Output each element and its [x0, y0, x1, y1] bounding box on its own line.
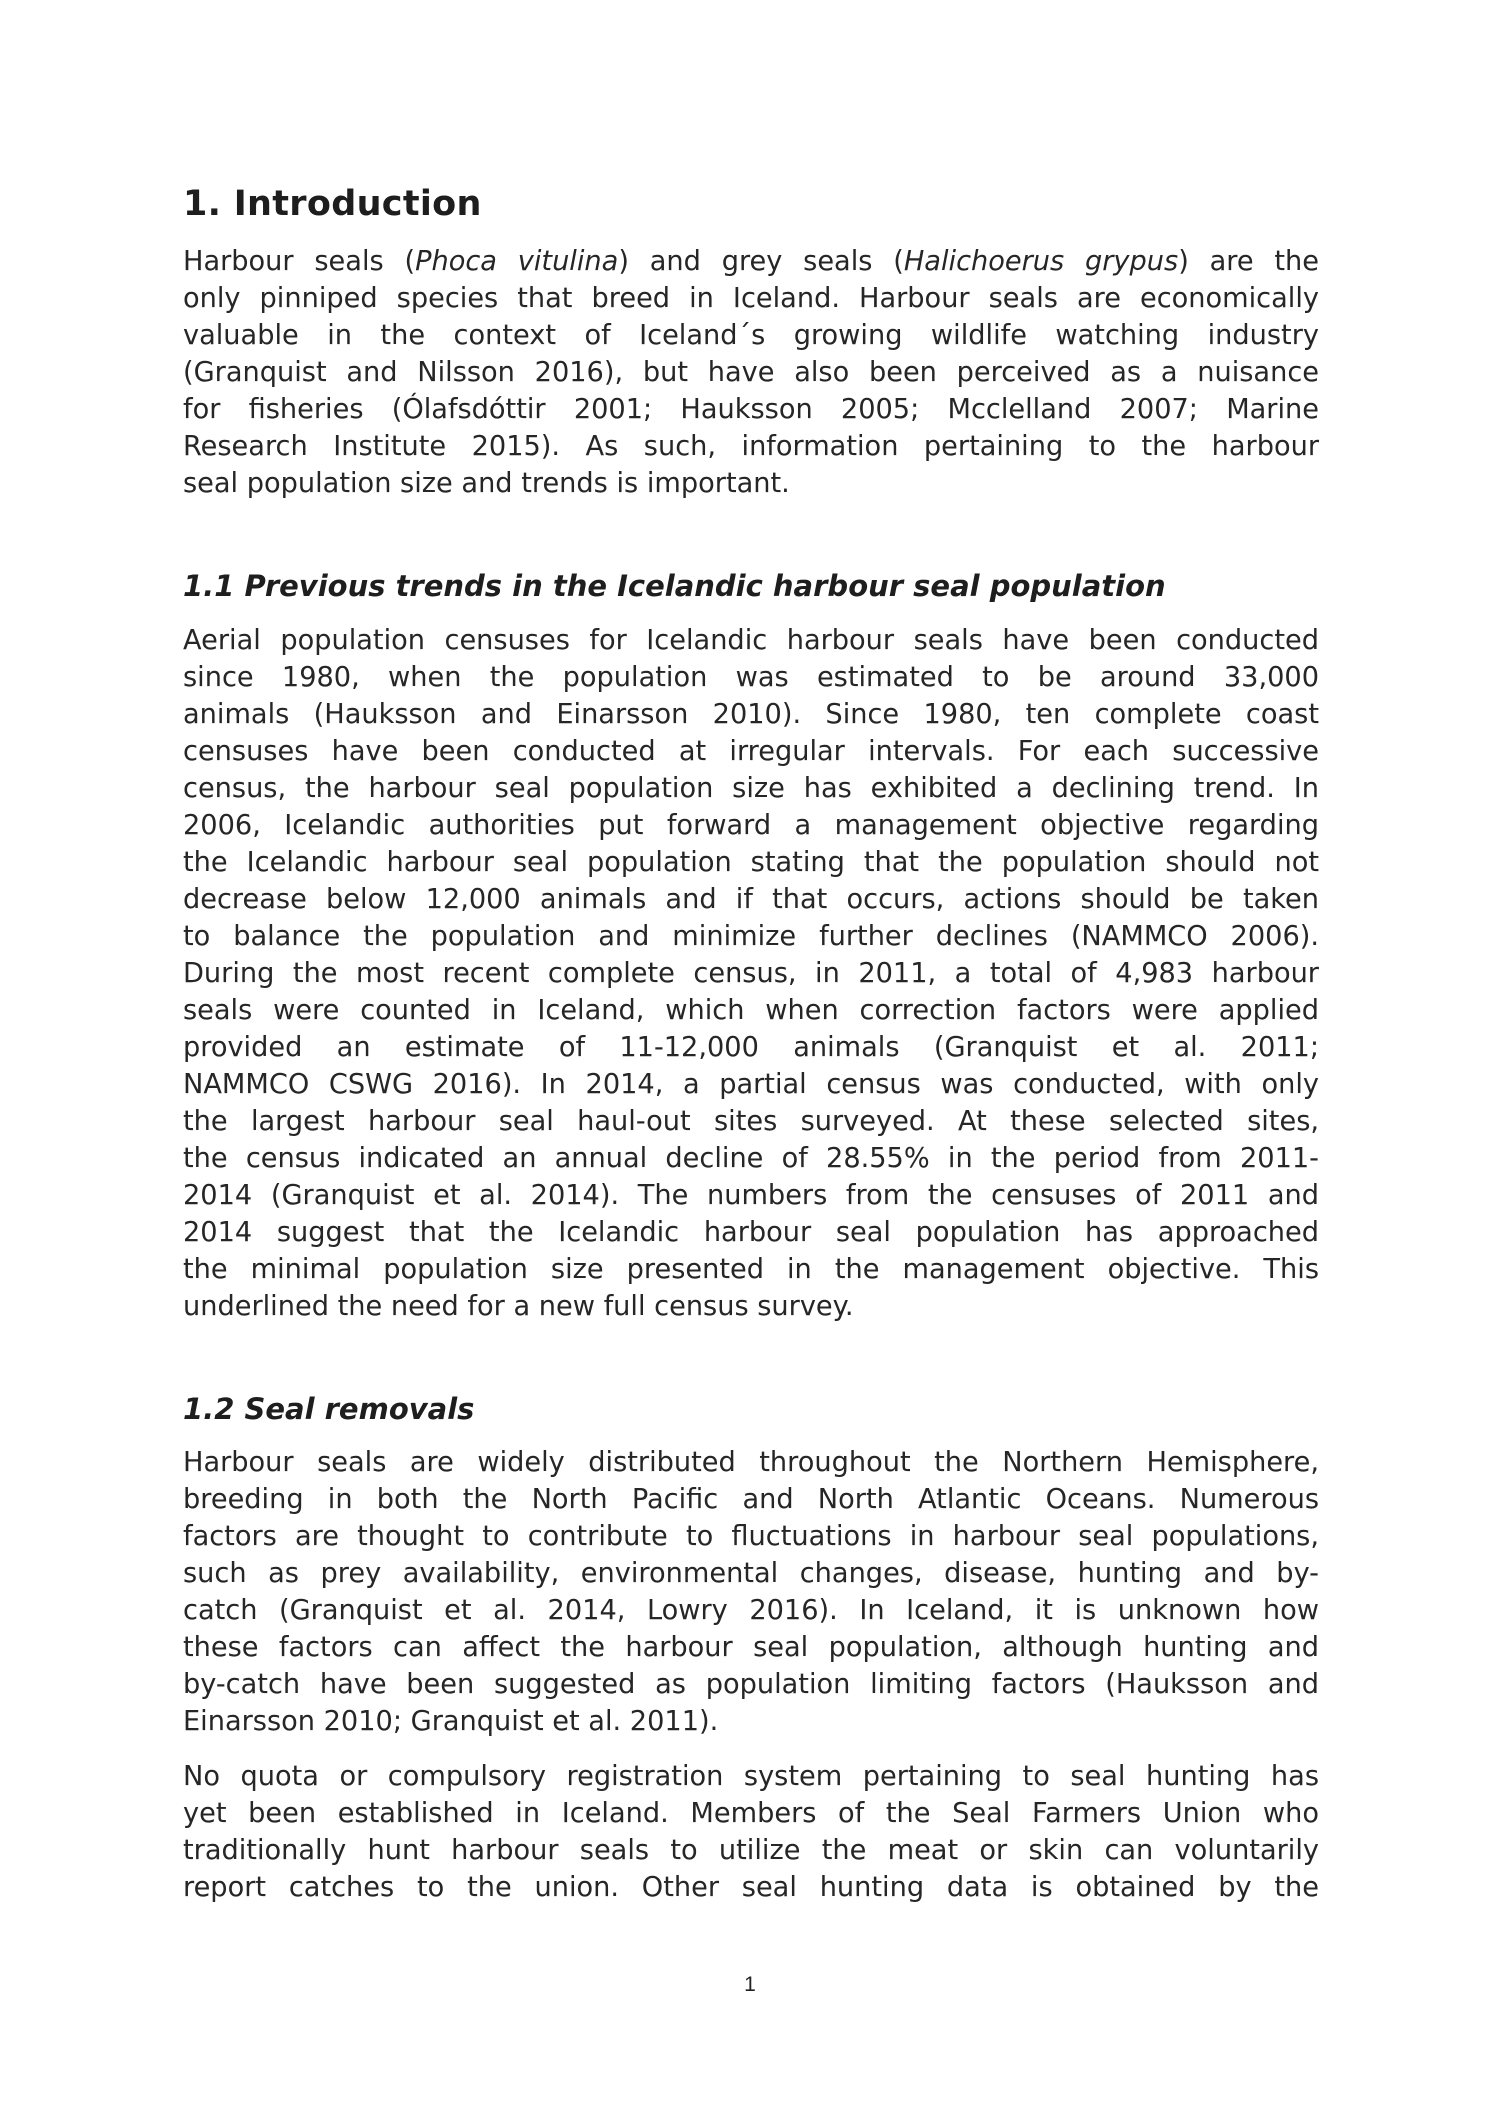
- seal-removals-paragraph-2: [183, 1758, 1319, 1906]
- text-line: animals (Hauksson and Einarsson 2010). Since 1980, ten complete coast: [183, 699, 1319, 730]
- text-line: the census indicated an annual decline of 28.55% in the period from 2011-: [183, 1143, 1319, 1174]
- text-line: traditionally hunt harbour seals to utilize the meat or skin can voluntarily: [183, 1835, 1319, 1866]
- text-line: census, the harbour seal population size has exhibited a declining trend. In: [183, 773, 1319, 804]
- species-name-phoca-vitulina: Phoca vitulina: [415, 246, 619, 277]
- page-number: 1: [744, 1973, 756, 1996]
- section-heading-previous-trends: 1.1 Previous trends in the Icelandic harbour seal population: [183, 569, 1166, 603]
- intro-paragraph: [183, 243, 1319, 502]
- text-line: catch (Granquist et al. 2014, Lowry 2016). In Iceland, it is unknown how: [183, 1595, 1319, 1626]
- text-line: provided an estimate of 11-12,000 animals (Granquist et al. 2011;: [183, 1032, 1319, 1063]
- text-line: underlined the need for a new full census survey.: [183, 1291, 854, 1322]
- text-line: valuable in the context of Iceland´s growing wildlife watching industry: [183, 320, 1319, 351]
- text-line: breeding in both the North Pacific and North Atlantic Oceans. Numerous: [183, 1484, 1319, 1515]
- text-line: Aerial population censuses for Icelandic harbour seals have been conducted: [183, 625, 1319, 656]
- text-line: Research Institute 2015). As such, information pertaining to the harbour: [183, 431, 1319, 462]
- text-line: No quota or compulsory registration system pertaining to seal hunting has: [183, 1761, 1319, 1792]
- text-line: report catches to the union. Other seal hunting data is obtained by the: [183, 1872, 1319, 1903]
- section-heading-seal-removals: 1.2 Seal removals: [183, 1392, 475, 1426]
- species-name-halichoerus-grypus: Halichoerus grypus: [903, 246, 1179, 277]
- text-line: 2014 (Granquist et al. 2014). The numbers from the censuses of 2011 and: [183, 1180, 1319, 1211]
- text-line: Harbour seals (Phoca vitulina) and grey seals (Halichoerus grypus) are the: [183, 246, 1320, 277]
- text-line: these factors can affect the harbour seal population, although hunting and: [183, 1632, 1319, 1663]
- section-heading-introduction: 1. Introduction: [183, 184, 482, 224]
- text-line: the largest harbour seal haul-out sites surveyed. At these selected sites,: [183, 1106, 1319, 1137]
- text-line: censuses have been conducted at irregular intervals. For each successive: [183, 736, 1319, 767]
- text-line: seals were counted in Iceland, which when correction factors were applied: [183, 995, 1319, 1026]
- text-line: only pinniped species that breed in Iceland. Harbour seals are economically: [183, 283, 1319, 314]
- text-line: 2006, Icelandic authorities put forward a management objective regarding: [183, 810, 1319, 841]
- text-line: Einarsson 2010; Granquist et al. 2011).: [183, 1706, 719, 1737]
- text-line: for fisheries (Ólafsdóttir 2001; Hauksson 2005; Mcclelland 2007; Marine: [183, 394, 1319, 425]
- text-line: During the most recent complete census, in 2011, a total of 4,983 harbour: [183, 958, 1319, 989]
- text-line: such as prey availability, environmental changes, disease, hunting and by-: [183, 1558, 1319, 1589]
- text-line: yet been established in Iceland. Members of the Seal Farmers Union who: [183, 1798, 1319, 1829]
- text-line: to balance the population and minimize further declines (NAMMCO 2006).: [183, 921, 1319, 952]
- text-line: factors are thought to contribute to fluctuations in harbour seal populations,: [183, 1521, 1319, 1552]
- text-line: Harbour seals are widely distributed throughout the Northern Hemisphere,: [183, 1447, 1319, 1478]
- text-line: by-catch have been suggested as population limiting factors (Hauksson and: [183, 1669, 1319, 1700]
- seal-removals-paragraph-1: [183, 1444, 1319, 1740]
- text-line: decrease below 12,000 animals and if that occurs, actions should be taken: [183, 884, 1319, 915]
- text-line: NAMMCO CSWG 2016). In 2014, a partial census was conducted, with only: [183, 1069, 1319, 1100]
- text-line: since 1980, when the population was estimated to be around 33,000: [183, 662, 1319, 693]
- text-line: the minimal population size presented in the management objective. This: [183, 1254, 1319, 1285]
- previous-trends-paragraph: [183, 622, 1319, 1325]
- text-line: 2014 suggest that the Icelandic harbour seal population has approached: [183, 1217, 1319, 1248]
- text-line: the Icelandic harbour seal population stating that the population should not: [183, 847, 1319, 878]
- text-line: seal population size and trends is important.: [183, 468, 790, 499]
- text-line: (Granquist and Nilsson 2016), but have also been perceived as a nuisance: [183, 357, 1319, 388]
